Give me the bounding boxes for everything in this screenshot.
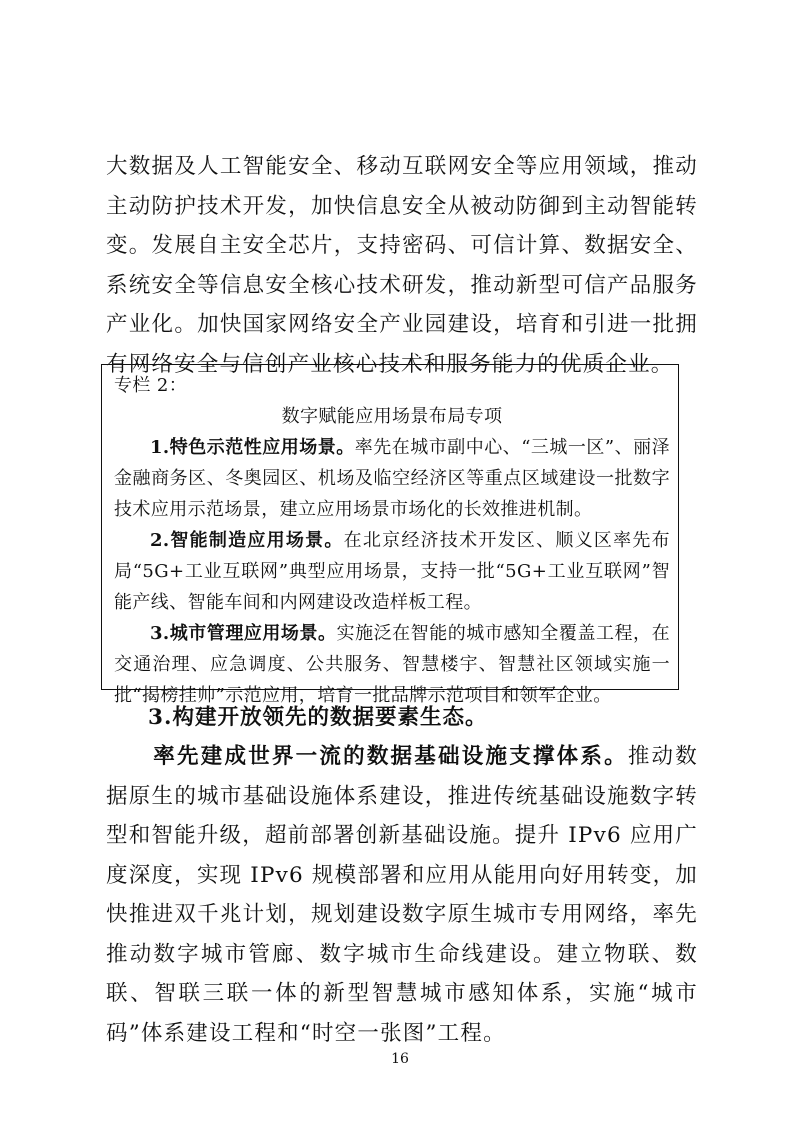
intro-paragraph — [106, 147, 698, 384]
box-item-2 — [114, 525, 670, 618]
box-item-text: 在北京经济技术开发区、顺义区率先布局“5G+工业互联网”典型应用场景，支持一批“5G+工业互联网”智能产线、智能车间和内网建设改造样板工程。 — [114, 530, 670, 613]
box-label: 专栏 2： — [114, 375, 188, 396]
box-item-text: 率先在城市副中心、“三城一区”、丽泽金融商务区、冬奥园区、机场及临空经济区等重点区域建设一批数字技术应用示范场景，建立应用场景市场化的长效推进机制。 — [114, 437, 671, 520]
box-item-heading: 2.智能制造应用场景。 — [150, 530, 344, 551]
box-item-heading: 1.特色示范性应用场景。 — [150, 437, 355, 458]
section-paragraph-text — [106, 737, 698, 1053]
box-item-text: 实施泛在智能的城市感知全覆盖工程，在交通治理、应急调度、公共服务、智慧楼宇、智慧社区领域实施一批“揭榜挂帅”示范应用，培育一批品牌示范项目和领军企业。 — [114, 623, 670, 706]
section-heading: 3.构建开放领先的数据要素生态。 — [148, 705, 488, 730]
column-box — [101, 364, 679, 706]
intro-paragraph-text: 大数据及人工智能安全、移动互联网安全等应用领域，推动主动防护技术开发，加快信息安全从被动防御到主动智能转变。发展自主安全芯片，支持密码、可信计算、数据安全、系统安全等信息安全核心技术研发，推动新型可信产品服务产业化。加快国家网络安全产业园建设，培育和引进一批拥有网络安全与信创产业核心技术和服务能力的优质企业。 — [106, 154, 698, 377]
box-title: 数字赋能应用场景布局专项 — [281, 406, 503, 427]
box-item-3 — [114, 618, 670, 711]
section-paragraph — [106, 737, 698, 1053]
box-item-heading: 3.城市管理应用场景。 — [150, 623, 337, 644]
section-paragraph-lead: 率先建成世界一流的数据基础设施支撑体系。 — [153, 744, 628, 769]
page-number: 16 — [391, 1051, 409, 1067]
box-item-1 — [114, 432, 670, 525]
section-paragraph-body: 推动数据原生的城市基础设施体系建设，推进传统基础设施数字转型和智能升级，超前部署创新基础设施。提升 IPv6 应用广度深度，实现 IPv6 规模部署和应用从能用向好用转变，加快推进双千兆计划，规划建设数字原生城市专用网络，率先推动数字城市管廊、数字城市生命线建设。建立物联、数联、智联三联一体的新型智慧城市感知体系，实施“城市码”体系建设工程和“时空一张图”工程。 — [106, 744, 698, 1046]
